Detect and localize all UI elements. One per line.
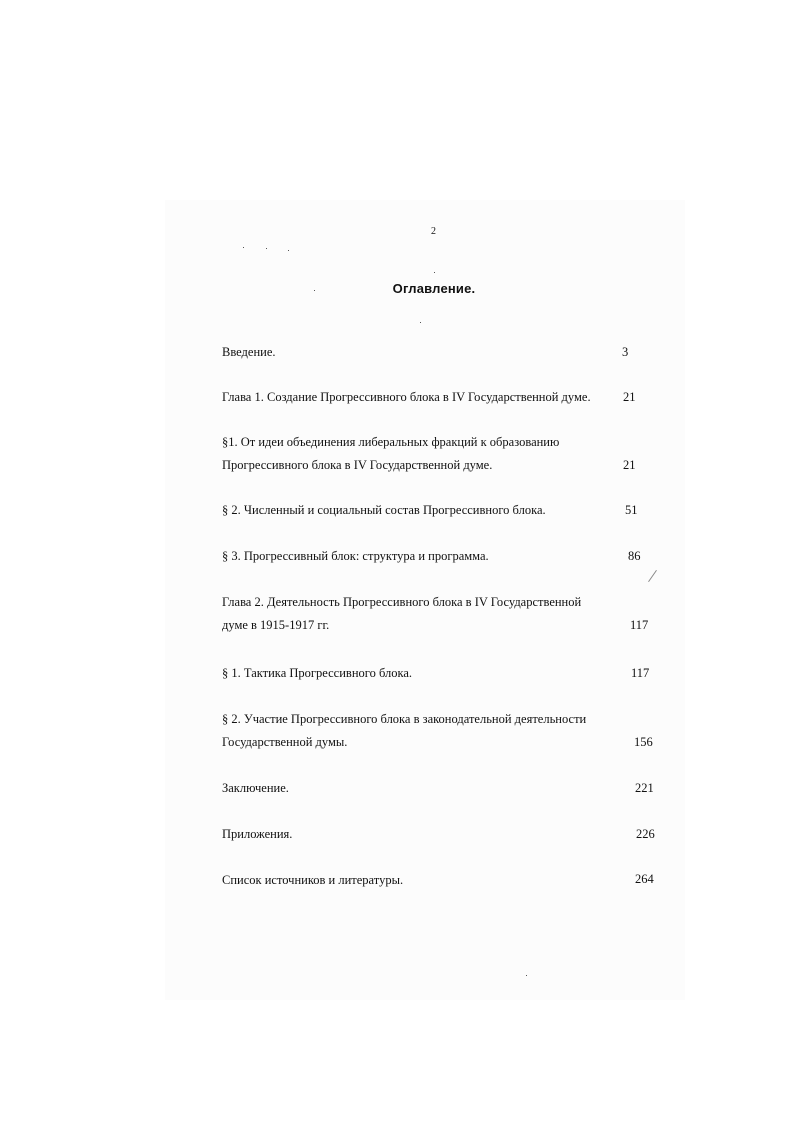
scan-speck (243, 247, 244, 248)
toc-entry-chapter-2-section-1-page: 117 (631, 666, 650, 680)
toc-entry-chapter-2-line-2: думе в 1915-1917 гг. (222, 618, 330, 632)
scan-speck (420, 322, 421, 323)
toc-entry-chapter-2-section-1: § 1. Тактика Прогрессивного блока. (222, 666, 413, 680)
toc-entry-appendices-page: 226 (636, 827, 655, 841)
toc-entry-chapter-2-section-2-line-1: § 2. Участие Прогрессивного блока в законодательной деятельности (222, 712, 587, 726)
toc-entry-chapter-1-section-3-page: 86 (628, 549, 641, 563)
scan-speck (314, 290, 315, 291)
toc-entry-conclusion: Заключение. (222, 781, 289, 795)
toc-entry-bibliography-page: 264 (635, 872, 654, 886)
toc-entry-chapter-2-page: 117 (630, 618, 649, 632)
toc-entry-chapter-1-section-1-line-2: Прогрессивного блока в IV Государственной думе. (222, 458, 493, 472)
toc-entry-chapter-1-section-2-page: 51 (625, 503, 638, 517)
page-number: 2 (431, 226, 436, 237)
toc-entry-chapter-1-section-3: § 3. Прогрессивный блок: структура и программа. (222, 549, 489, 563)
toc-entry-introduction: Введение. (222, 345, 276, 359)
table-of-contents-title: Оглавление. (392, 281, 476, 296)
toc-entry-chapter-1-section-2: § 2. Численный и социальный состав Прогрессивного блока. (222, 503, 546, 517)
scan-speck (288, 250, 289, 251)
toc-entry-chapter-1-page: 21 (623, 390, 636, 404)
toc-entry-appendices: Приложения. (222, 827, 293, 841)
toc-entry-chapter-1-section-1-page: 21 (623, 458, 636, 472)
toc-entry-chapter-2-line-1: Глава 2. Деятельность Прогрессивного блока в IV Государственной (222, 595, 582, 609)
toc-entry-introduction-page: 3 (622, 345, 629, 359)
toc-entry-chapter-1-section-1-line-1: §1. От идеи объединения либеральных фракций к образованию (222, 435, 560, 449)
toc-entry-chapter-1: Глава 1. Создание Прогрессивного блока в IV Государственной думе. (222, 390, 591, 404)
toc-entry-conclusion-page: 221 (635, 781, 654, 795)
scan-speck (266, 248, 267, 249)
scan-speck (434, 272, 435, 273)
toc-entry-chapter-2-section-2-page: 156 (634, 735, 653, 749)
toc-entry-bibliography: Список источников и литературы. (222, 873, 404, 887)
toc-entry-chapter-2-section-2-line-2: Государственной думы. (222, 735, 348, 749)
scan-speck (526, 975, 527, 976)
